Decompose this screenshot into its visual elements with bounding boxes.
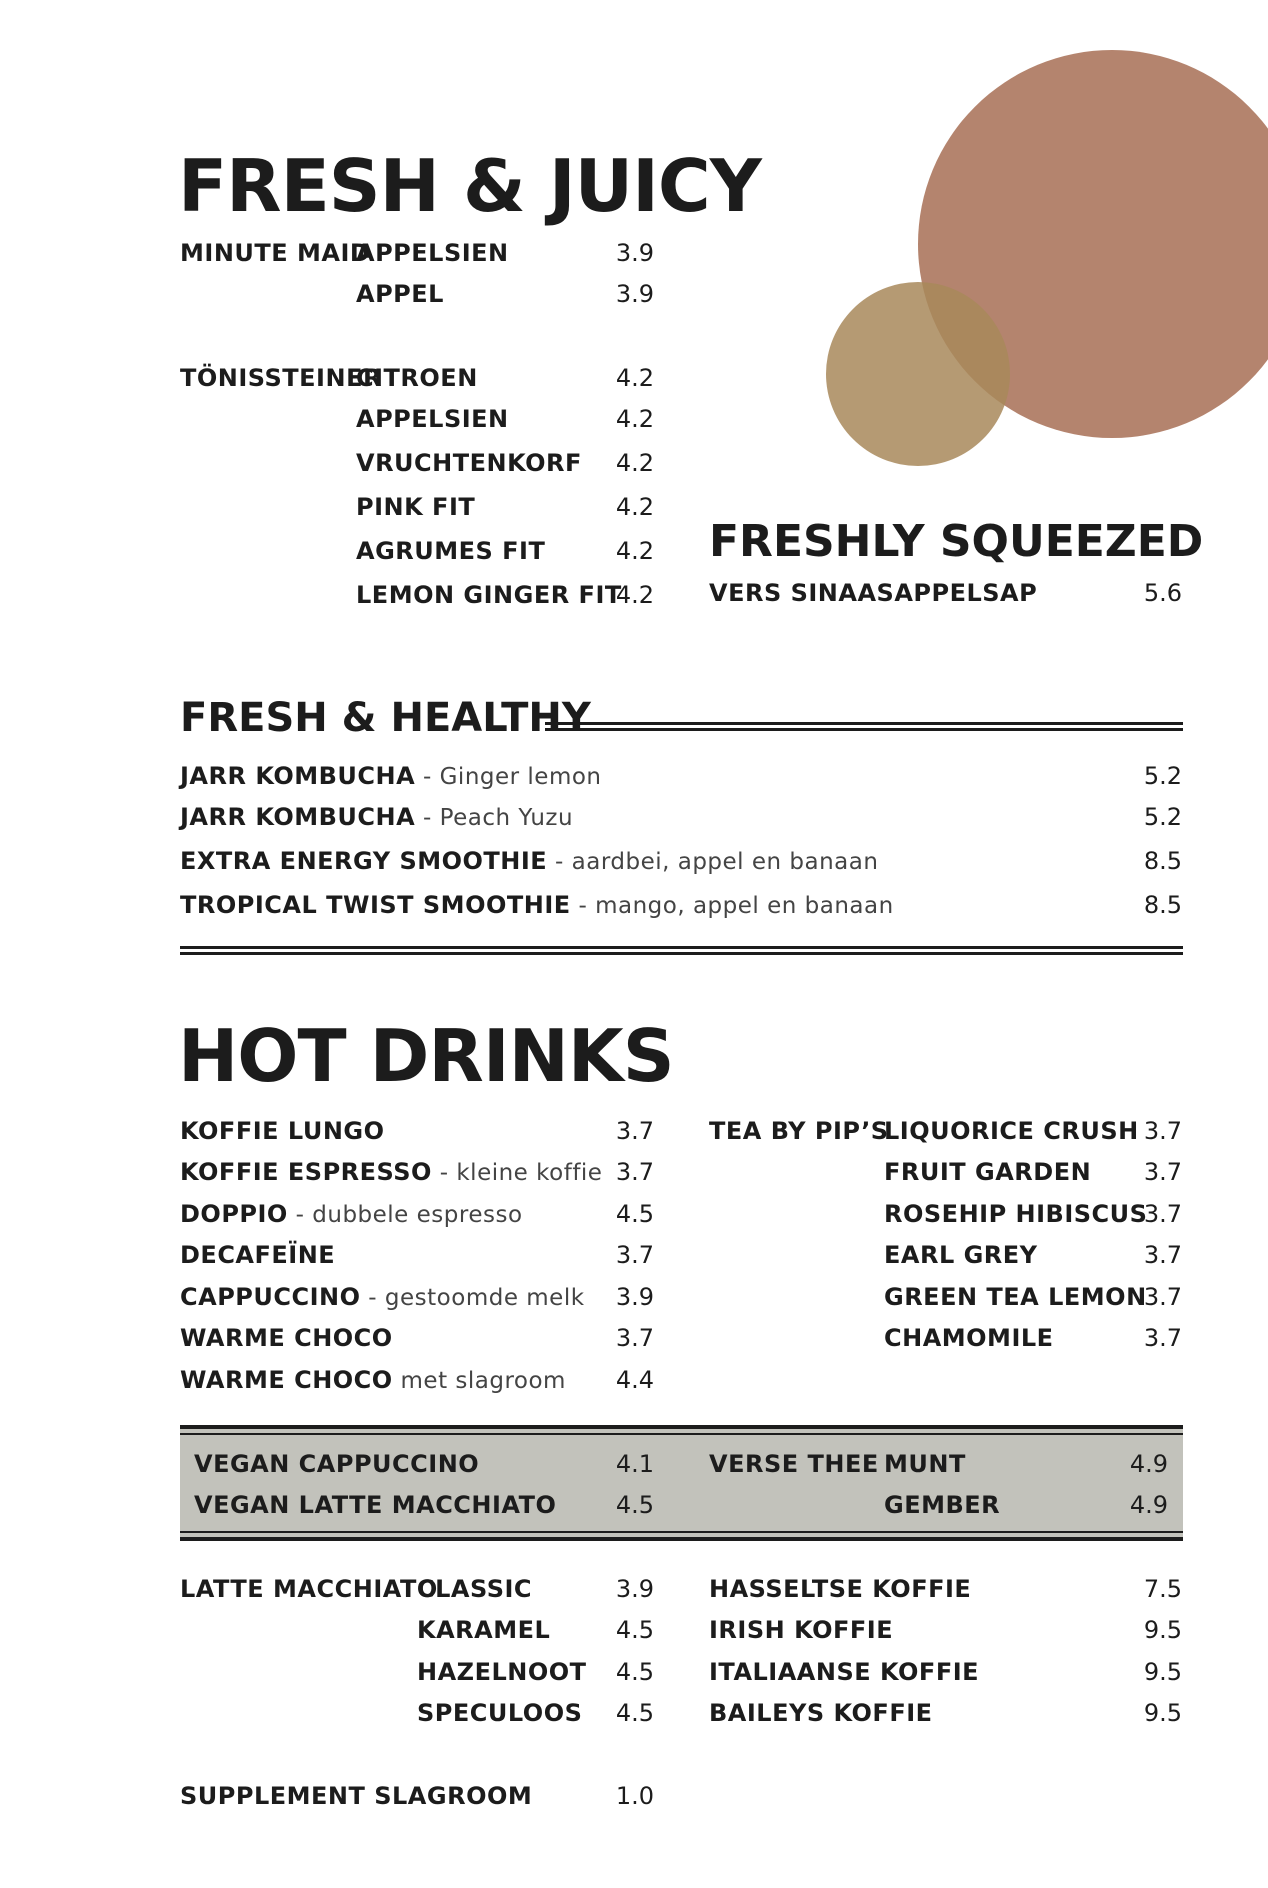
brand-tea-by-pips: TEA BY PIP’S [709,1117,889,1145]
menu-item-title: JARR KOMBUCHA [180,803,416,831]
menu-item-price: 4.1 [615,1450,654,1478]
menu-item-title: KOFFIE ESPRESSO [180,1158,432,1186]
brand-tonissteiner: TÖNISSTEINER [180,364,382,392]
menu-item-title: CAPPUCCINO [180,1283,361,1311]
menu-item-price: 3.7 [1143,1241,1182,1269]
menu-item-name: MUNT [884,1450,966,1478]
menu-item-price: 4.5 [615,1491,654,1519]
section-title-fresh-healthy: FRESH & HEALTHY [180,695,591,741]
vegan-verse-thee-box [180,1425,1183,1541]
menu-item-name [180,1119,385,1144]
menu-item-price: 4.4 [615,1366,654,1394]
menu-item-price: 1.0 [615,1782,654,1810]
menu-item-price: 4.2 [615,493,654,521]
menu-item-name: HASSELTSE KOFFIE [709,1575,972,1603]
menu-item-name [180,1326,393,1351]
menu-item-name: VERS SINAASAPPELSAP [709,579,1038,607]
section-title-hot-drinks: HOT DRINKS [178,1014,674,1098]
menu-item-price: 3.7 [615,1117,654,1145]
menu-item-price: 4.2 [615,364,654,392]
label-verse-thee: VERSE THEE [709,1450,879,1478]
menu-item-name: SUPPLEMENT SLAGROOM [180,1782,533,1810]
menu-item-name [180,764,602,789]
menu-item-price: 3.7 [615,1241,654,1269]
menu-item-price: 3.7 [615,1158,654,1186]
menu-item-name: HAZELNOOT [417,1658,587,1686]
menu-item-price: 9.5 [1143,1699,1182,1727]
header-rule [545,722,1183,731]
menu-item-name: ITALIAANSE KOFFIE [709,1658,980,1686]
menu-item-name: VEGAN CAPPUCCINO [194,1450,480,1478]
menu-item-title: DECAFEÏNE [180,1241,336,1269]
menu-item-price: 4.2 [615,537,654,565]
menu-item-desc: - aardbei, appel en banaan [547,849,879,875]
menu-item-price: 4.5 [615,1658,654,1686]
menu-item-title: KOFFIE LUNGO [180,1117,385,1145]
menu-item-name: BAILEYS KOFFIE [709,1699,933,1727]
menu-item-name [180,1368,566,1393]
menu-item-price: 3.9 [615,1283,654,1311]
menu-item-price: 9.5 [1143,1658,1182,1686]
menu-item-title: WARME CHOCO [180,1324,393,1352]
section-divider [180,946,1183,955]
menu-item-price: 9.5 [1143,1616,1182,1644]
menu-item-name [180,849,878,874]
menu-item-title: JARR KOMBUCHA [180,762,416,790]
menu-item-name: VEGAN LATTE MACCHIATO [194,1491,557,1519]
menu-item-name: PINK FIT [356,493,476,521]
menu-item-price: 4.2 [615,449,654,477]
menu-item-price: 4.2 [615,405,654,433]
menu-item-price: 3.9 [615,280,654,308]
menu-item-name: LIQUORICE CRUSH [884,1117,1139,1145]
menu-item-name: EARL GREY [884,1241,1038,1269]
decorative-circle-small [826,282,1010,466]
menu-item-desc: - kleine koffie [431,1160,603,1186]
menu-item-name: IRISH KOFFIE [709,1616,894,1644]
menu-item-price: 4.5 [615,1200,654,1228]
menu-item-price: 5.2 [1143,762,1182,790]
menu-item-name: CLASSIC [417,1575,533,1603]
menu-item-name: CHAMOMILE [884,1324,1054,1352]
menu-item-price: 3.7 [1143,1200,1182,1228]
menu-item-name: SPECULOOS [417,1699,583,1727]
menu-item-name [180,1202,523,1227]
menu-item-price: 3.7 [1143,1283,1182,1311]
menu-item-desc: - Peach Yuzu [415,805,574,831]
menu-item-name: KARAMEL [417,1616,551,1644]
menu-item-name [180,1243,335,1268]
menu-item-price: 8.5 [1143,891,1182,919]
menu-item-price: 4.2 [615,581,654,609]
menu-item-title: EXTRA ENERGY SMOOTHIE [180,847,548,875]
menu-item-title: WARME CHOCO [180,1366,393,1394]
section-title-freshly-squeezed: FRESHLY SQUEEZED [709,516,1204,567]
brand-minute-maid: MINUTE MAID [180,239,371,267]
menu-item-price: 3.7 [1143,1324,1182,1352]
menu-item-name: CITROEN [356,364,478,392]
menu-item-name: GREEN TEA LEMON [884,1283,1147,1311]
menu-item-price: 3.7 [1143,1117,1182,1145]
menu-item-name: VRUCHTENKORF [356,449,582,477]
menu-item-name: FRUIT GARDEN [884,1158,1092,1186]
menu-item-desc: - Ginger lemon [415,764,602,790]
menu-item-title: DOPPIO [180,1200,288,1228]
menu-item-price: 5.2 [1143,803,1182,831]
menu-item-name [180,1285,585,1310]
menu-item-desc: met slagroom [392,1368,566,1394]
menu-item-name: ROSEHIP HIBISCUS [884,1200,1148,1228]
menu-item-desc: - mango, appel en banaan [570,893,894,919]
menu-item-name: AGRUMES FIT [356,537,546,565]
menu-item-name [180,893,894,918]
menu-item-desc: - dubbele espresso [287,1202,523,1228]
menu-item-price: 5.6 [1143,579,1182,607]
menu-item-name: APPELSIEN [356,239,509,267]
menu-item-price: 3.9 [615,1575,654,1603]
menu-item-price: 3.9 [615,239,654,267]
menu-item-price: 3.7 [1143,1158,1182,1186]
label-latte-macchiato: LATTE MACCHIATO [180,1575,438,1603]
menu-item-name [180,1160,602,1185]
menu-item-name: APPELSIEN [356,405,509,433]
menu-item-price: 3.7 [615,1324,654,1352]
menu-item-title: TROPICAL TWIST SMOOTHIE [180,891,571,919]
menu-item-name: LEMON GINGER FIT [356,581,622,609]
menu-item-price: 4.9 [1129,1450,1168,1478]
menu-item-price: 4.9 [1129,1491,1168,1519]
menu-item-price: 7.5 [1143,1575,1182,1603]
menu-item-name: GEMBER [884,1491,1001,1519]
menu-item-desc: - gestoomde melk [360,1285,585,1311]
menu-item-price: 8.5 [1143,847,1182,875]
menu-item-name [180,805,573,830]
menu-item-price: 4.5 [615,1616,654,1644]
menu-item-name: APPEL [356,280,444,308]
menu-item-price: 4.5 [615,1699,654,1727]
section-title-fresh-juicy: FRESH & JUICY [178,144,761,228]
